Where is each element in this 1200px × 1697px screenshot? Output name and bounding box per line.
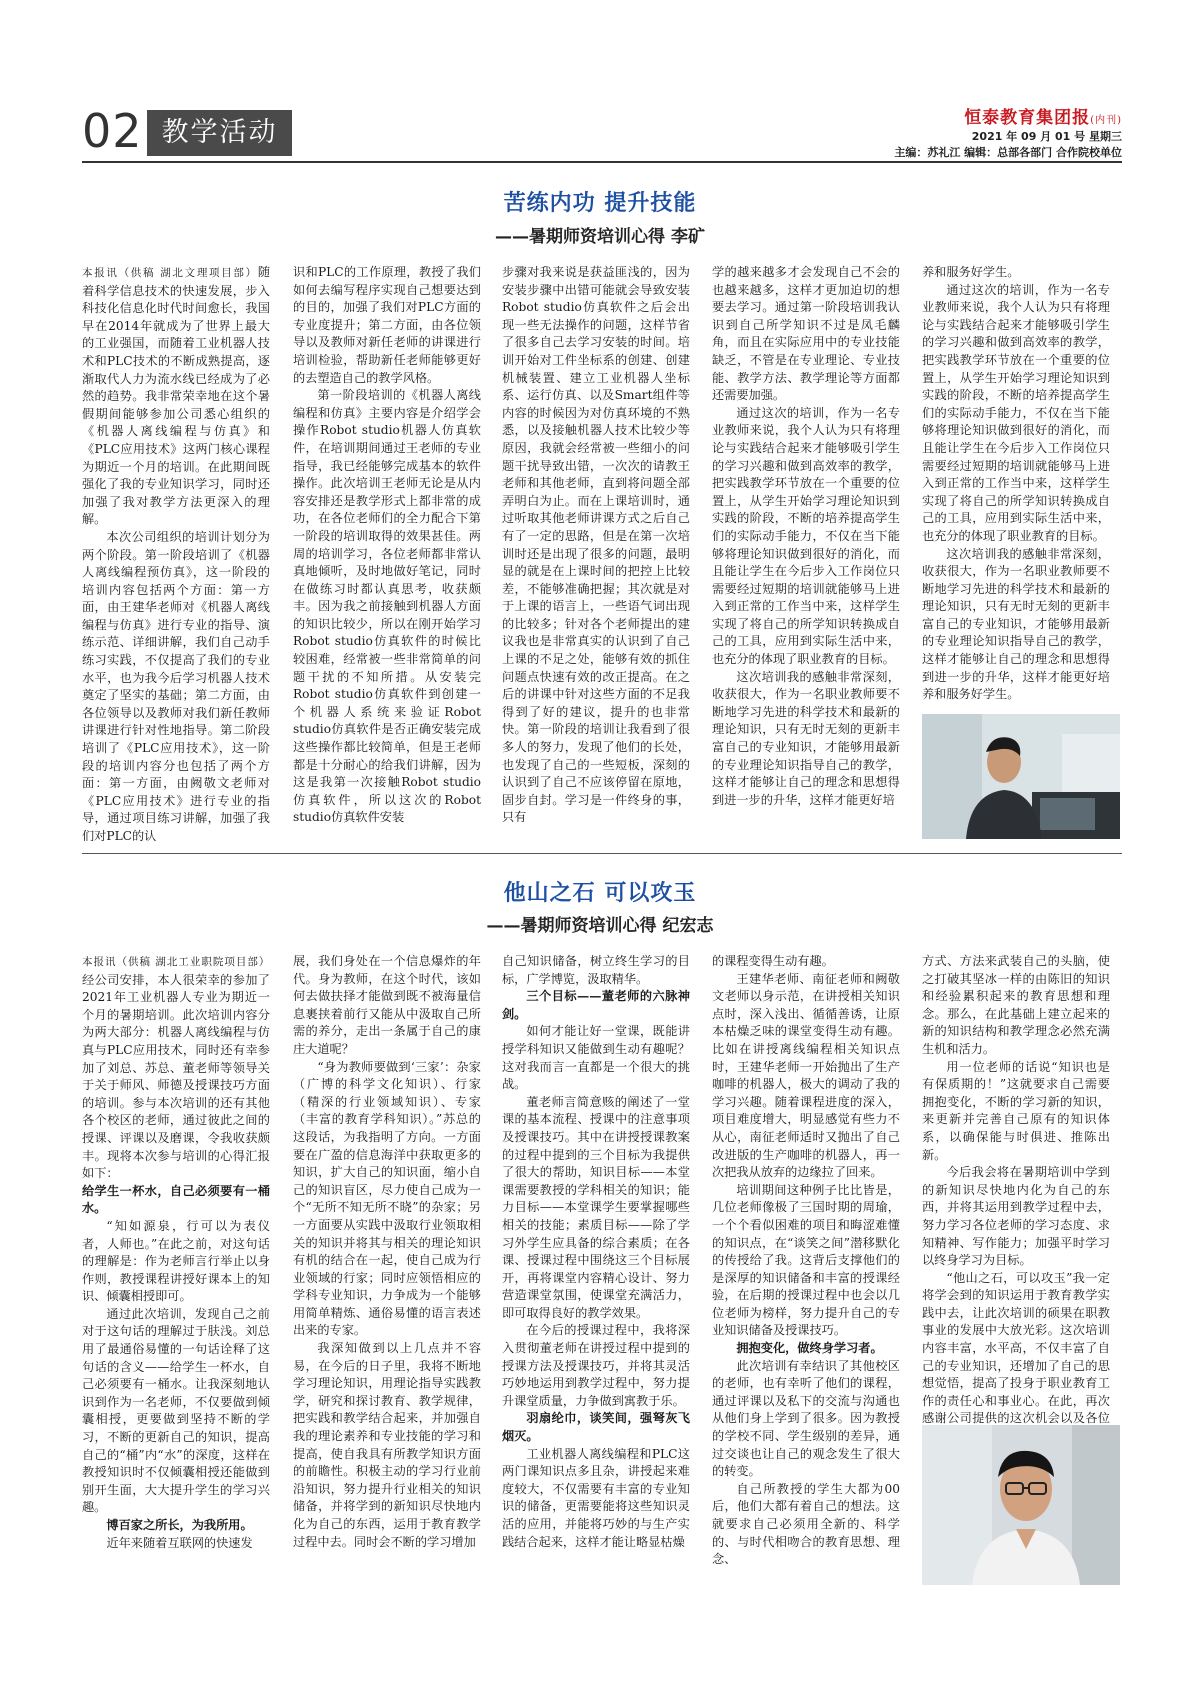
- masthead-name: 恒泰教育集团报: [964, 108, 1091, 128]
- article2-paragraph: 本报讯（供稿 湖北工业职院项目部）经公司安排，本人很荣幸的参加了2021年工业机器人专业为期近一个月的暑期培训。此次培训内容分为两大部分：机器人离线编程与仿真与PLC应用技术，同时还有幸参加了刘总、苏总、董老师等领导关于关于师风、师德及授课技巧方面的培训。参与本次培训的还有其他各个校区的老师，通过彼此之间的授课、评课以及磨课，令我收获颇丰。现将本次参与培训的心得汇报如下：: [82, 956, 271, 1181]
- article1-column-3: [502, 264, 690, 832]
- page-number: 02: [82, 104, 143, 158]
- article1-paragraph: 本报讯（供稿 湖北文理项目部）随着科学信息技术的快速发展，步入科技化信息化时代时间愈长，我国早在2014年就成为了世界上最大的工业强国，而随着工业机器人技术和PLC技术的不断成熟提高，逐渐取代人力为流水线已经成为了必然的趋势。我非常荣幸地在这个暑假期间能够参加公司悉心组织的《机器人离线编程与仿真》和《PLC应用技术》这两门核心课程为期近一个月的培训。在此期间既强化了我的专业知识学习，同时还加强了我对教学方法更深入的理解。: [82, 265, 270, 527]
- author-photo-ji-hongzhi: [922, 1425, 1120, 1585]
- article2-column-5: [922, 953, 1110, 1426]
- article2-paragraph: “知如源泉，行可以为表仪者，人师也。”在此之前，对这句话的理解是：作为老师言行举止以身作则，教授课程讲授好课本上的知识、倾囊相授即可。: [82, 1218, 270, 1304]
- article1-source: 本报讯（供稿 湖北文理项目部）: [82, 267, 258, 279]
- article1-column-2: [293, 264, 481, 832]
- article2-subheading: 三个目标——董老师的六脉神剑。: [502, 989, 690, 1021]
- article1-paragraph: 通过这次的培训，作为一名专业教师来说，我个人认为只有将理论与实践结合起来才能够吸引学生的学习兴趣和做到高效率的教学，把实践教学环节放在一个重要的位置上，从学生开始学习理论知识到实践的阶段，不断的培养提高学生们的实际动手能力，不仅在当下能够将理论知识做到很好的消化，而且能让学生在今后步入工作岗位只需要经过短期的培训就能够马上进入到正常的工作当中来，这样学生实现了将自己的所学知识转换成自己的工具，应用到实际生活中来，也充分的体现了职业教育的目标。: [712, 405, 900, 667]
- article1-paragraph: 学的越来越多才会发现自己不会的也越来越多，这样才更加迫切的想要去学习。通过第一阶段培训我认识到自己所学知识不过是凤毛麟角，而且在实际应用中的专业技能缺乏，不管是在专业理论、专业技能、教学方法、教学理论等方面都还需要加强。: [712, 265, 900, 403]
- article2-subheading: 给学生一杯水，自己必须要有一桶水。: [82, 1183, 270, 1216]
- article2-paragraph: “他山之石，可以攻玉”我一定将学会到的知识运用于教育教学实践中去，让此次培训的硕果在职教事业的发展中大放光彩。这次培训内容丰富，水平高，不仅丰富了自己的专业知识，还增加了自己的思想觉悟，提高了投身于职业教育工作的责任心和事业心。在此，再次感谢公司提供的这次机会以及各位: [922, 1270, 1110, 1426]
- article2-paragraph: 展，我们身处在一个信息爆炸的年代。身为教师，在这个时代，该如何去做扶择才能做到既不被海量信息裹挟着前行又能从中汲取自己所需的养分，走出一条属于自己的康庄大道呢？: [293, 954, 481, 1056]
- article-divider: [82, 853, 1122, 854]
- article2-subheading: 拥抱变化，做终身学习者。: [736, 1341, 883, 1356]
- article1-paragraph: 步骤对我来说是获益匪浅的，因为安装步骤中出错可能就会导致安装Robot studio仿真软件之后会出现一些无法操作的问题，这样节省了很多自己去学习安装的时间。培训开始对工件坐标系的创建、创建机械装置、建立工业机器人坐标系、运行仿真、以及Smart组件等内容的时候因为对仿真环境的不熟悉，以及接触机器人技术比较少等原因，我就会经常被一些细小的问题干扰导致出错，一次次的请教王老师和其他老师，直到将问题全部弄明白为止。而在上课培训时，通过听取其他老师讲课方式之后自己有了一定的思路，但是在第一次培训时还是出现了很多的问题，最明显的就是在上课时间的把控上比较差，不能够准确把握；其次就是对于上课的语言上，一些语气词出现的比较多；针对各个老师提出的建议我也是非常真实的认识到了自己上课的不足之处，能够有效的抓住问题点快速有效的改正提高。在之后的讲课中针对这些方面的不足我得到了好的建议，提升的也非常快。第一阶段的培训让我看到了很多人的努力，发现了他们的长处，也发现了自己的一些短板，深刻的认识到了自己不应该停留在原地，固步自封。学习是一件终身的事，只有: [502, 265, 690, 825]
- article2-title: 他山之石 可以攻玉: [503, 881, 697, 906]
- article2-paragraph: 我深知做到以上几点并不容易，在今后的日子里，我将不断地学习理论知识，用理论指导实践教学，研究和探讨教育、教学规律，把实践和教学结合起来，并加强自我的理论素养和专业技能的学习和提高，使自我具有所教学知识方面的前瞻性。积极主动的学习行业前沿知识，努力提升行业相关的知识储备，并将学到的新知识尽快地内化为自己的东西，运用于教育教学过程中去。同时会不断的学习增加: [293, 1341, 481, 1549]
- author-photo-li-kuang: [922, 714, 1120, 839]
- article2-paragraph: 自己知识储备，树立终生学习的目标，广学博览，汲取精华。: [502, 954, 690, 986]
- article1-paragraph: 养和服务好学生。: [922, 265, 1020, 279]
- article1-column-5: [922, 264, 1110, 710]
- article2-paragraph: 的课程变得生动有趣。: [712, 954, 834, 968]
- article2-paragraph: 方式、方法来武装自己的头脑，使之打破其坚冰一样的由陈旧的知识和经验累积起来的教育思想和理念。那么，在此基础上建立起来的新的知识结构和教学理念必然充满生机和活力。: [922, 954, 1110, 1056]
- article2-paragraph: 近年来随着互联网的快速发: [106, 1535, 253, 1550]
- article2-paragraph: 工业机器人离线编程和PLC这两门课知识点多且杂，讲授起来难度较大，不仅需要有丰富的专业知识的储备，更需要能将这些知识灵活的应用，并能将巧妙的与生产实践结合起来，这样才能让略显枯燥: [502, 1446, 690, 1549]
- article2-column-2: [293, 953, 481, 1673]
- article1-paragraph: 本次公司组织的培训计划分为两个阶段。第一阶段培训了《机器人离线编程预仿真》，这一阶段的培训内容包括两个方面：第一方面，由王建华老师对《机器人离线编程与仿真》进行专业的指导、演练示范、详细讲解，我们自己动手练习实践，不仅提高了我们的专业水平，也为我今后学习机器人技术奠定了坚实的基础；第二方面，由各位领导以及教师对我们新任教师讲课进行针对性地指导。第二阶段培训了《PLC应用技术》，这一阶段的培训内容分也包括了两个方面：第一方面，由阙敬文老师对《PLC应用技术》进行专业的指导，通过项目练习讲解，加强了我们对PLC的认: [82, 529, 270, 843]
- article2-paragraph: 培训期间这种例子比比皆是，几位老师像极了三国时期的周瑜，一个个看似困难的项目和晦涩难懂的知识点，在“谈笑之间”潜移默化的传授给了我。这背后支撑他们的是深厚的知识储备和丰富的授课经验，在后期的授课过程中也会以几位老师为榜样，努力提升自己的专业知识储备及授课技巧。: [712, 1182, 900, 1338]
- article1-title: 苦练内功 提升技能: [503, 191, 697, 216]
- article2-subheading: 羽扇纶巾，谈笑间，强弩灰飞烟灭。: [502, 1411, 690, 1444]
- article2-paragraph: 此次培训有幸结识了其他校区的老师，也有幸听了他们的课程，通过评课以及私下的交流与沟通也从他们身上学到了很多。因为教授的学校不同、学生级别的差异，通过交谈也让自己的观念发生了很大的转变。: [712, 1358, 900, 1479]
- article2-paragraph: “身为教师要做到‘三家’：杂家（广博的科学文化知识）、行家（精深的行业领域知识）、专家（丰富的教育学科知识）。”苏总的这段话，为我指明了方向。一方面要在广盈的信息海洋中获取更多的知识，扩大自己的知识面，缩小自己的知识盲区，尽力使自己成为一个“无所不知无所不晓”的杂家；另一方面要从实践中汲取行业领取相关的知识并将其与相关的理论知识有机的结合在一起，使自己成为行业领域的行家；同时应领悟相应的学科专业知识，力争成为一个能够用简单精炼、通俗易懂的语言表述出来的专家。: [293, 1059, 481, 1338]
- article2-paragraph: 王建华老师、南征老师和阙敬文老师以身示范，在讲授相关知识点时，深入浅出、循循善诱，让原本枯燥乏味的课堂变得生动有趣。比如在讲授离线编程相关知识点时，王建华老师一开始抛出了生产咖啡的机器人，极大的调动了我的学习兴趣。随着课程进度的深入，项目难度增大，明显感觉有些力不从心，南征老师适时又抛出了自己改进版的生产咖啡的机器人，再一次把我从放弃的边缘拉了回来。: [712, 971, 900, 1180]
- portrait-illustration: [922, 714, 1120, 839]
- article2-paragraph: 如何才能让好一堂课，既能讲授学科知识又能做到生动有趣呢？这对我而言一直都是一个很大的挑战。: [502, 1024, 690, 1092]
- article2-column-1: [82, 953, 270, 1673]
- article2-paragraph: 今后我会将在暑期培训中学到的新知识尽快地内化为自己的东西，并将其运用到教学过程中去，努力学习各位老师的学习态度、求知精神、写作能力；加强平时学习以终身学习为目标。: [922, 1165, 1110, 1268]
- article2-subheading: 博百家之所长，为我所用。: [106, 1518, 253, 1532]
- article2-column-3: [502, 953, 690, 1673]
- article1-column-4: [712, 264, 900, 832]
- article2-paragraph: 通过此次培训，发现自己之前对于这句话的理解过于肤浅。刘总用了最通俗易懂的一句话诠释了这句话的含义——给学生一杯水，自己必须要有一桶水。让我深刻地认识到作为一名老师，不仅要做到倾囊相授，更要做到坚持不断的学习，不断的更新自己的知识，提高自己的“桶”内“水”的深度，这样在教授知识时不仅倾囊相授还能做到别开生面，大大提升学生的学习兴趣。: [82, 1306, 270, 1515]
- article2-source: 本报讯（供稿 湖北工业职院项目部）: [82, 956, 271, 968]
- masthead-note: (内刊): [1090, 115, 1122, 126]
- article2-paragraph: 自己所教授的学生大都为00后，他们大都有着自己的想法。这就要求自己必须用全新的、科学的、与时代相吻合的教育思想、理念、: [712, 1481, 900, 1567]
- article2-column-4: [712, 953, 900, 1673]
- article2-paragraph: 董老师言简意赅的阐述了一堂课的基本流程、授课中的注意事项及授课技巧。其中在讲授授课教案的过程中提到的三个目标为我提供了很大的帮助，知识目标——本堂课需要教授的学科相关的知识；能力目标——本堂课学生要掌握哪些相关的技能；素质目标——除了学习外学生应具备的综合素质；在各课、授课过程中围绕这三个目标展开，再将课堂内容精心设计、努力营造课堂氛围，使课堂充满活力，即可取得良好的教学效果。: [502, 1094, 690, 1320]
- article1-paragraph: 第一阶段培训的《机器人离线编程和仿真》主要内容是介绍学会操作Robot studio机器人仿真软件，在培训期间通过王老师的专业指导，我已经能够完成基本的软件操作。此次培训王老师无论是从内容安排还是教学形式上都非常的成功，在各位老师们的全力配合下第一阶段的培训取得的效果甚佳。两周的培训学习，各位老师都非常认真地倾听，及时地做好笔记，同时在做练习时都认真思考，收获颇丰。因为我之前接触到机器人方面的知识比较少，所以在刚开始学习Robot studio仿真软件的时候比较困难，经常被一些非常简单的问题干扰的不知所措。从安装完Robot studio仿真软件到创建一个机器人系统来验证Robot studio仿真软件是否正确安装完成这些操作都比较简单，但是王老师都是十分耐心的给我们讲解，因为这是我第一次接触Robot studio仿真软件，所以这次的Robot studio仿真软件安装: [293, 388, 481, 825]
- masthead: [964, 103, 1122, 128]
- article1-paragraph: 通过这次的培训，作为一名专业教师来说，我个人认为只有将理论与实践结合起来才能够吸引学生的学习兴趣和做到高效率的教学，把实践教学环节放在一个重要的位置上，从学生开始学习理论知识到实践的阶段，不断的培养提高学生们的实际动手能力，不仅在当下能够将理论知识做到很好的消化，而且能让学生在今后步入工作岗位只需要经过短期的培训就能够马上进入到正常的工作当中来，这样学生实现了将自己的所学知识转换成自己的工具，应用到实际生活中来，也充分的体现了职业教育的目标。: [922, 282, 1110, 543]
- issue-date: 2021 年 09 月 01 号 星期三: [971, 130, 1122, 143]
- article1-paragraph: 识和PLC的工作原理，教授了我们如何去编写程序实现自己想要达到的目的，加强了我们对PLC方面的专业度提升；第二方面，由各位领导以及教师对新任老师的讲课进行培训检验，帮助新任老师能够更好的去塑造自己的教学风格。: [293, 265, 481, 385]
- article2-paragraph: 在今后的授课过程中，我将深入贯彻董老师在讲授过程中提到的授课方法及授课技巧，并将其灵活巧妙地运用到教学过程中，努力提升课堂质量，力争做到寓教于乐。: [502, 1323, 690, 1408]
- editors-line: 主编：苏礼江 编辑：总部各部门 合作院校单位: [894, 146, 1122, 159]
- article1-subtitle: ——暑期师资培训心得 李矿: [495, 227, 705, 247]
- portrait-illustration: [922, 1425, 1120, 1585]
- section-label: 教学活动: [147, 110, 292, 156]
- article2-subtitle: ——暑期师资培训心得 纪宏志: [486, 916, 714, 936]
- article1-column-1: [82, 264, 270, 843]
- header-rule: [82, 161, 1122, 163]
- article1-paragraph: 这次培训我的感触非常深刻，收获很大，作为一名职业教师要不断地学习先进的科学技术和最新的理论知识，只有无时无刻的更新丰富自己的专业知识，才能够用最新的专业理论知识指导自己的教学，这样才能够让自己的理念和思想得到进一步的升华，这样才能更好培养和服务好学生。: [922, 546, 1110, 702]
- article2-paragraph: 用一位老师的话说“知识也是有保质期的！”这就要求自己需要拥抱变化，不断的学习新的知识，来更新并完善自己原有的知识体系，以确保能与时俱进、推陈出新。: [922, 1059, 1110, 1162]
- article1-paragraph: 这次培训我的感触非常深刻，收获很大，作为一名职业教师要不断地学习先进的科学技术和最新的理论知识，只有无时无刻的更新丰富自己的专业知识，才能够用最新的专业理论知识指导自己的教学，这样才能够让自己的理念和思想得到进一步的升华，这样才能更好培: [712, 669, 900, 807]
